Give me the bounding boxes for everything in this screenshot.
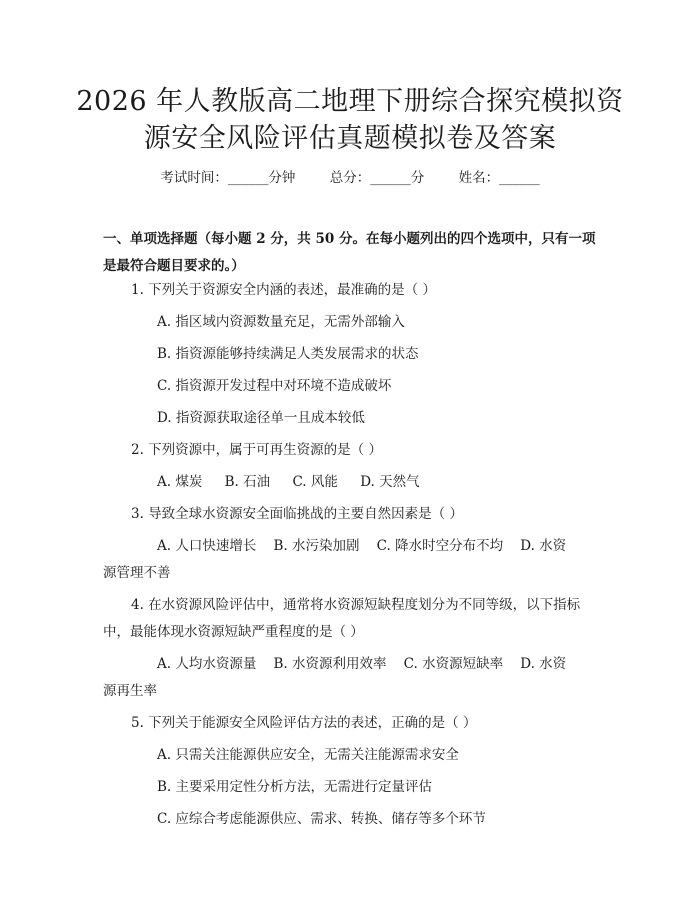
- question-2-options: [157, 469, 597, 496]
- question-4-stem-line1: 4. 在水资源风险评估中，通常将水资源短缺程度划分为不同等级，以下指标: [131, 597, 581, 613]
- section-heading-line1: 一、单项选择题（每小题 2 分，共 50 分。在每小题列出的四个选项中，只有一项: [103, 231, 596, 247]
- question-1-option-b: B. 指资源能够持续满足人类发展需求的状态: [157, 346, 419, 362]
- section-heading: [103, 226, 603, 280]
- question-2-option-c: C. 风能: [292, 474, 338, 490]
- question-1-option-d: D. 指资源获取途径单一且成本较低: [157, 410, 365, 426]
- question-5-stem: 5. 下列关于能源安全风险评估方法的表述，正确的是（ ）: [131, 715, 477, 731]
- question-1-stem: 1. 下列关于资源安全内涵的表述，最准确的是（ ）: [131, 282, 436, 298]
- exam-score-field: 总分：______分: [329, 170, 425, 186]
- question-4-options-line2: 源再生率: [103, 683, 157, 699]
- question-2-option-a: A. 煤炭: [157, 474, 203, 490]
- question-3-stem: 3. 导致全球水资源安全面临挑战的主要自然因素是（ ）: [131, 506, 463, 522]
- question-4-stem-line2: 中，最能体现水资源短缺严重程度的是（ ）: [103, 624, 364, 640]
- question-3-options-line2: 源管理不善: [103, 565, 171, 581]
- question-1-option-a: A. 指区域内资源数量充足，无需外部输入: [157, 314, 405, 330]
- question-3-options-line1: A. 人口快速增长 B. 水污染加剧 C. 降水时空分布不均 D. 水资: [157, 538, 567, 554]
- section-heading-line2: 是最符合题目要求的。）: [103, 258, 245, 274]
- question-4-options-line1: A. 人均水资源量 B. 水资源利用效率 C. 水资源短缺率 D. 水资: [157, 656, 567, 672]
- question-5-option-c: C. 应综合考虑能源供应、需求、转换、储存等多个环节: [157, 811, 486, 827]
- exam-title-line1: 2026 年人教版高二地理下册综合探究模拟资: [76, 86, 624, 117]
- question-2-stem: 2. 下列资源中，属于可再生资源的是（ ）: [131, 442, 382, 458]
- exam-meta: [0, 168, 700, 188]
- exam-name-field: 姓名：______: [458, 170, 540, 186]
- question-2-option-b: B. 石油: [224, 474, 271, 490]
- exam-time-field: 考试时间：______分钟: [160, 170, 296, 186]
- question-5-option-b: B. 主要采用定性分析方法，无需进行定量评估: [157, 779, 433, 795]
- question-1-option-c: C. 指资源开发过程中对环境不造成破坏: [157, 378, 392, 394]
- exam-title-line2: 源安全风险评估真题模拟卷及答案: [143, 123, 557, 154]
- question-5-option-a: A. 只需关注能源供应安全，无需关注能源需求安全: [157, 747, 459, 763]
- question-2-option-d: D. 天然气: [360, 474, 420, 490]
